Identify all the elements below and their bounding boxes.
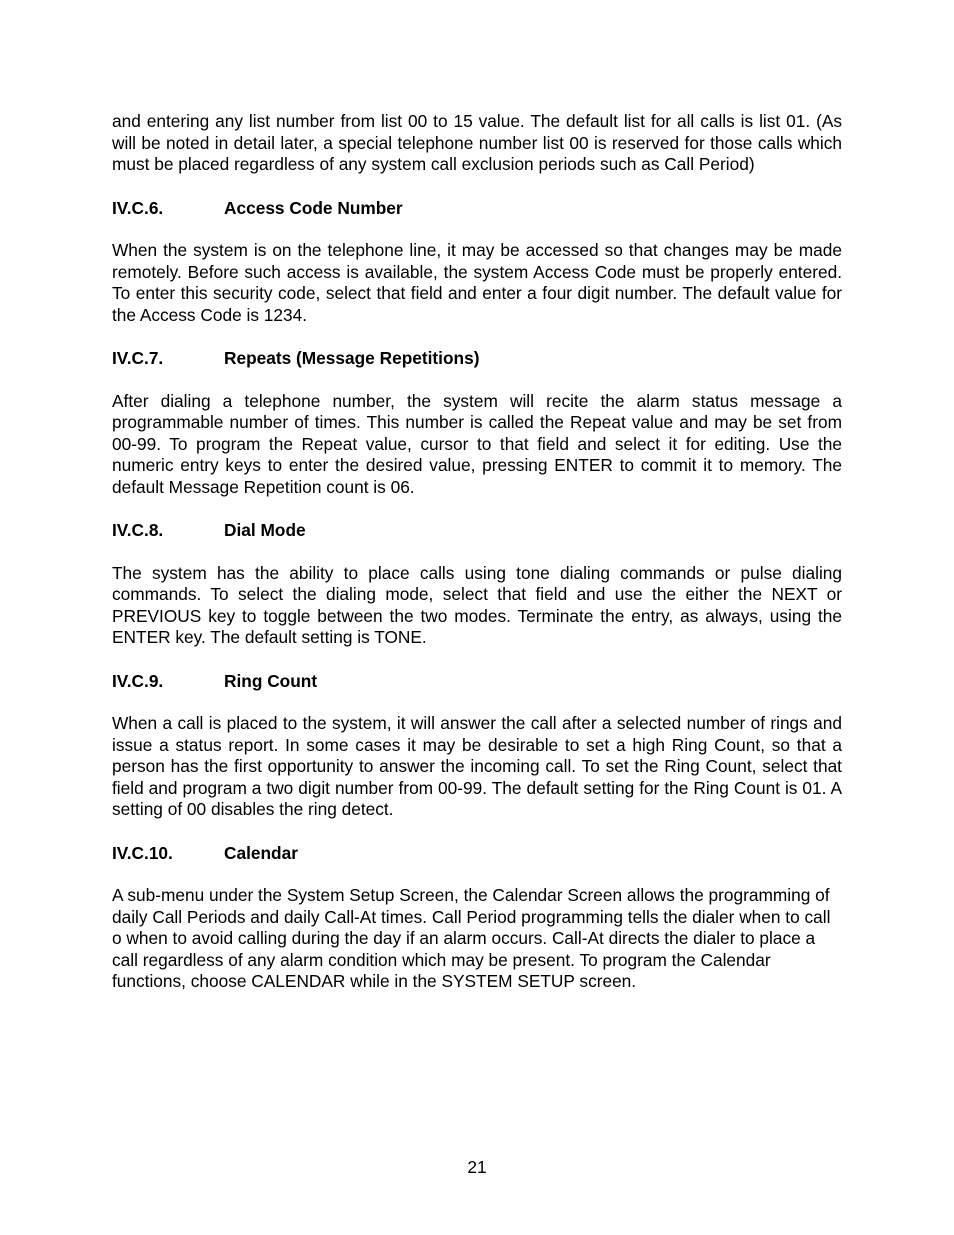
section-number: IV.C.8. (112, 520, 164, 540)
section-body-access-code: When the system is on the telephone line, it may be accessed so that changes may be made remotely. Before such access is available, the system Access Code must be properly entered. To enter this security code, select that field and enter a four digit number. The default value for the Access Code is 1234. (112, 240, 842, 325)
intro-paragraph: and entering any list number from list 00 to 15 value. The default list for all calls is list 01. (As will be noted in detail later, a special telephone number list 00 is reserved for those calls which must be placed regardless of any system call exclusion periods such as Call Period) (112, 111, 842, 174)
section-title: Repeats (Message Repetitions) (224, 348, 480, 368)
section-heading-dial-mode (112, 520, 842, 542)
section-title: Ring Count (224, 670, 318, 691)
section-heading-ring-count (112, 671, 842, 693)
section-title: Access Code Number (224, 197, 403, 218)
document-page (112, 111, 842, 1015)
section-title: Calendar (224, 842, 298, 863)
section-heading-access-code (112, 198, 842, 220)
section-body-repeats: After dialing a telephone number, the system will recite the alarm status message a programmable number of times. This number is called the Repeat value and may be set from 00-99. To program the Repeat value, cursor to that field and select it for editing. Use the numeric entry keys to enter the desired value, pressing ENTER to commit it to memory. The default Message Repetition count is 06. (112, 390, 842, 497)
section-number: IV.C.9. (112, 670, 164, 691)
section-number: IV.C.6. (112, 197, 164, 218)
page-number: 21 (467, 1157, 487, 1177)
section-title: Dial Mode (224, 520, 306, 540)
section-body-dial-mode: The system has the ability to place calls using tone dialing commands or pulse dialing commands. To select the dialing mode, select that field and use the either the NEXT or PREVIOUS key to toggle between the two modes. Terminate the entry, as always, using the ENTER key. The default setting is TONE. (112, 562, 842, 647)
section-body-ring-count: When a call is placed to the system, it will answer the call after a selected number of rings and issue a status report. In some cases it may be desirable to set a high Ring Count, so that a person has the first opportunity to answer the incoming call. To set the Ring Count, select that field and program a two digit number from 00-99. The default setting for the Ring Count is 01. A setting of 00 disables the ring detect. (112, 713, 842, 819)
section-body-calendar: A sub-menu under the System Setup Screen, the Calendar Screen allows the programming of daily Call Periods and daily Call-At times. Call Period programming tells the dialer when to call o when to avoid calling during the day if an alarm occurs. Call-At directs the dialer to place a call regardless of any alarm condition which may be present. To program the Calendar functions, choose CALENDAR while in the SYSTEM SETUP screen. (112, 885, 831, 991)
section-heading-repeats (112, 348, 842, 370)
section-number: IV.C.7. (112, 348, 164, 368)
section-number: IV.C.10. (112, 842, 173, 863)
section-heading-calendar (112, 843, 842, 865)
